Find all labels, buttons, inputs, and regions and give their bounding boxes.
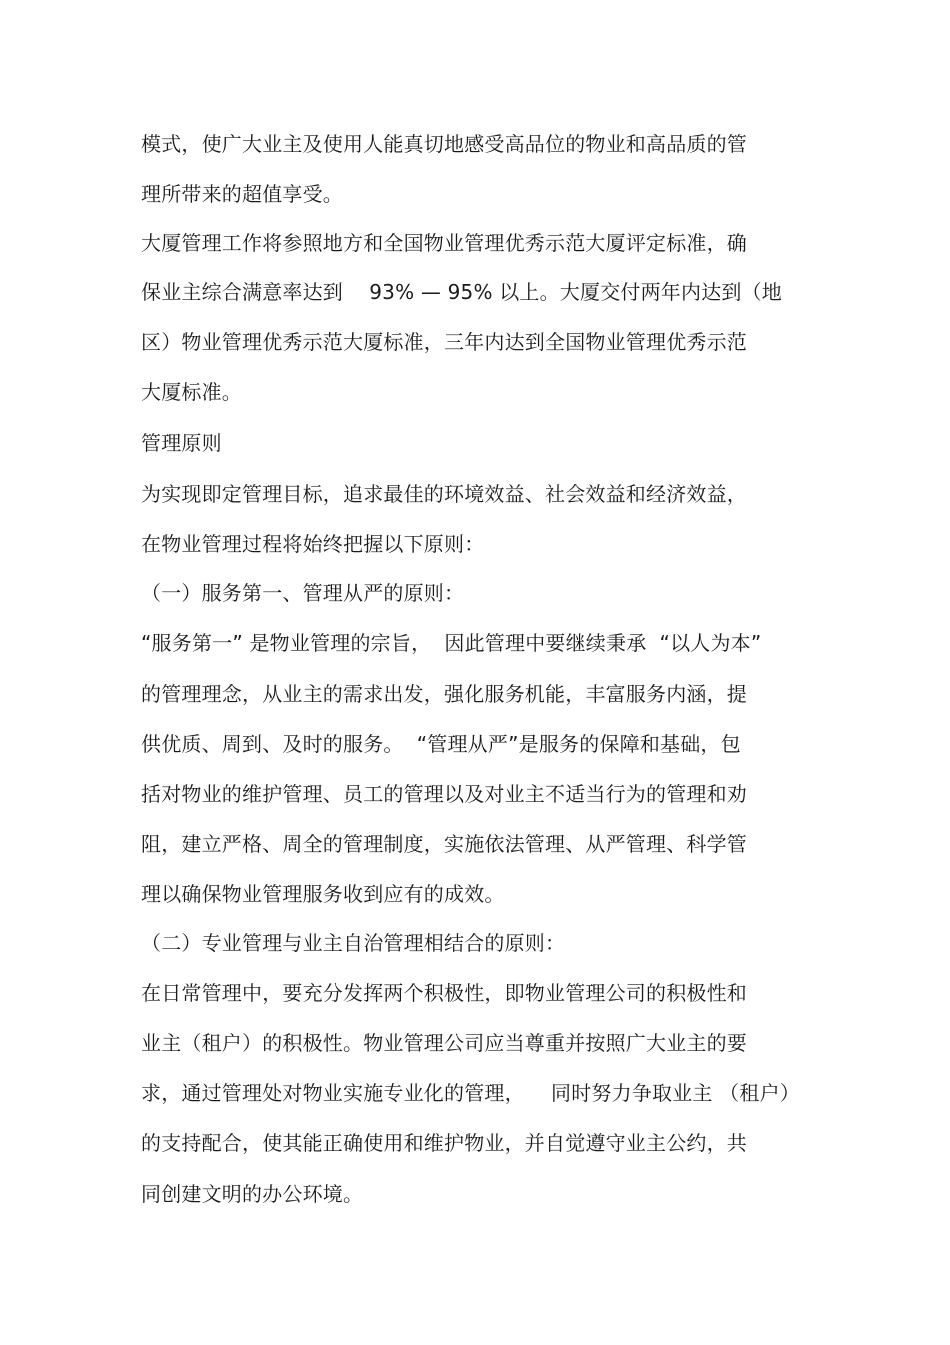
text-line: “服务第一” 是物业管理的宗旨， 因此管理中要继续秉承 “以人为本”: [141, 631, 762, 655]
section-heading: 管理原则: [141, 431, 222, 455]
text-line: 在物业管理过程将始终把握以下原则：: [141, 532, 485, 556]
text-line: 区）物业管理优秀示范大厦标准，三年内达到全国物业管理优秀示范: [141, 330, 747, 354]
subsection-heading: （一）服务第一、管理从严的原则：: [141, 581, 465, 605]
text-line: 理以确保物业管理服务收到应有的成效。: [141, 882, 505, 906]
subsection-heading: （二）专业管理与业主自治管理相结合的原则：: [141, 931, 566, 955]
text-line: 的管理理念，从业主的需求出发，强化服务机能，丰富服务内涵，提: [141, 682, 747, 706]
text-line: 大厦标准。: [141, 380, 242, 404]
text-line: 保业主综合满意率达到 93% — 95% 以上。大厦交付两年内达到（地: [141, 280, 783, 304]
text-line: 为实现即定管理目标，追求最佳的环境效益、社会效益和经济效益，: [141, 482, 747, 506]
text-line: 求，通过管理处对物业实施专业化的管理， 同时努力争取业主 （租户）: [141, 1081, 800, 1105]
text-line: 括对物业的维护管理、员工的管理以及对业主不适当行为的管理和劝: [141, 782, 747, 806]
text-line: 在日常管理中，要充分发挥两个积极性，即物业管理公司的积极性和: [141, 981, 747, 1005]
text-line: 供优质、周到、及时的服务。 “管理从严”是服务的保障和基础，包: [141, 732, 741, 756]
text-line: 大厦管理工作将参照地方和全国物业管理优秀示范大厦评定标准，确: [141, 231, 747, 255]
text-line: 模式，使广大业主及使用人能真切地感受高品位的物业和高品质的管: [141, 132, 747, 156]
text-line: 业主（租户）的积极性。物业管理公司应当尊重并按照广大业主的要: [141, 1031, 747, 1055]
text-line: 的支持配合，使其能正确使用和维护物业，并自觉遵守业主公约，共: [141, 1131, 747, 1155]
text-line: 同创建文明的办公环境。: [141, 1182, 364, 1206]
text-line: 阻，建立严格、周全的管理制度，实施依法管理、从严管理、科学管: [141, 832, 747, 856]
text-line: 理所带来的超值享受。: [141, 182, 343, 206]
